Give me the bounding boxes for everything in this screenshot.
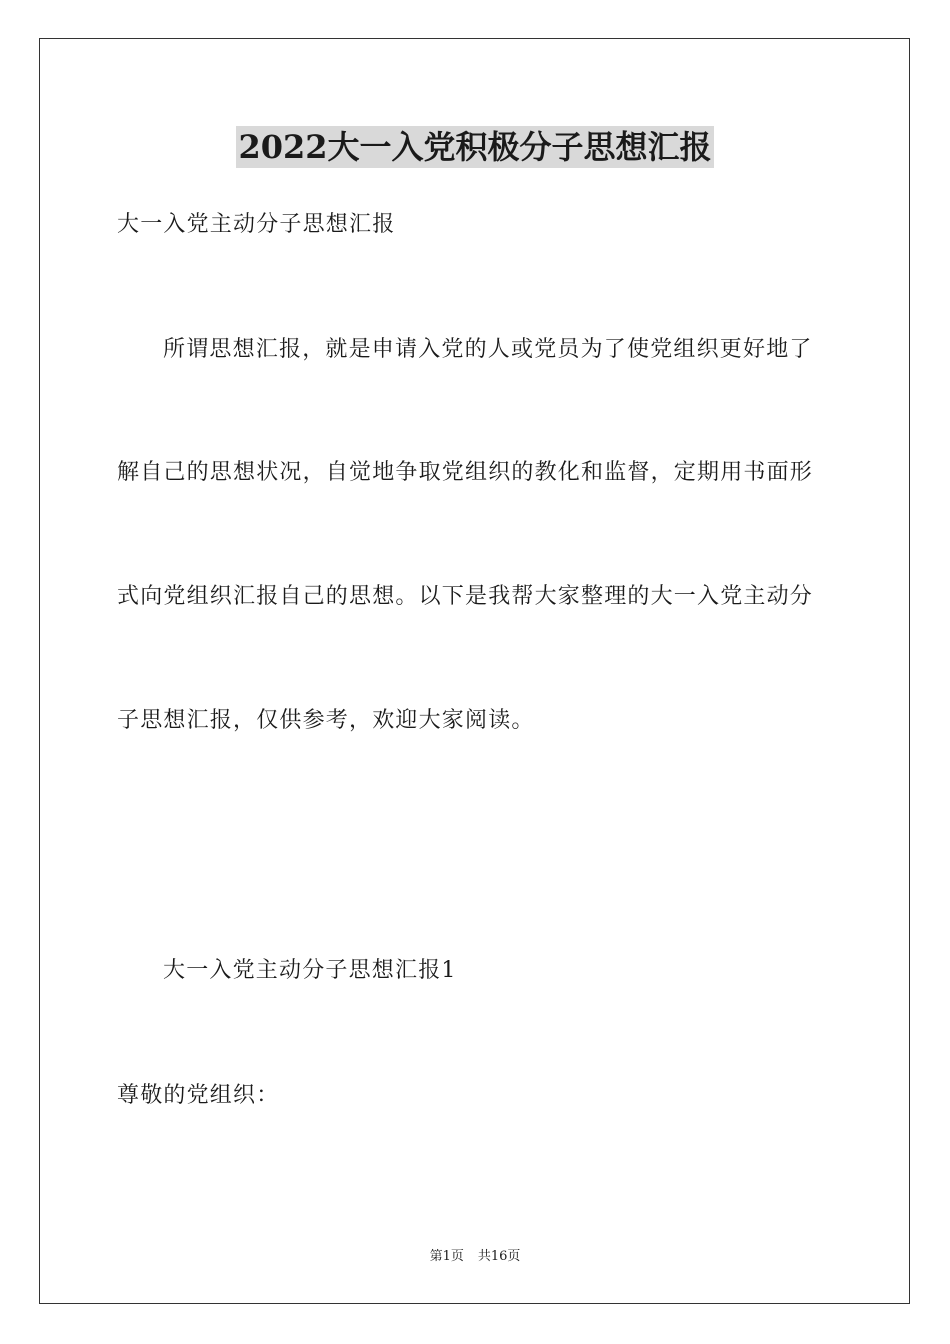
section-heading: 大一入党主动分子思想汇报1: [163, 958, 457, 983]
title-container: [0, 126, 950, 168]
paragraph-line-2: 解自己的思想状况，自觉地争取党组织的教化和监督，定期用书面形: [117, 460, 814, 485]
document-title: 2022大一入党积极分子思想汇报: [238, 128, 712, 166]
page-number: 第1页: [429, 1249, 464, 1264]
salutation-line: 尊敬的党组织：: [117, 1083, 280, 1108]
paragraph-line-1: 所谓思想汇报，就是申请入党的人或党员为了使党组织更好地了: [163, 337, 813, 362]
page-total: 共16页: [477, 1249, 521, 1264]
paragraph-line-3: 式向党组织汇报自己的思想。以下是我帮大家整理的大一入党主动分: [117, 584, 814, 609]
page-footer: [0, 1248, 950, 1266]
paragraph-line-4: 子思想汇报，仅供参考，欢迎大家阅读。: [117, 708, 535, 733]
subtitle-line: 大一入党主动分子思想汇报: [117, 212, 396, 237]
